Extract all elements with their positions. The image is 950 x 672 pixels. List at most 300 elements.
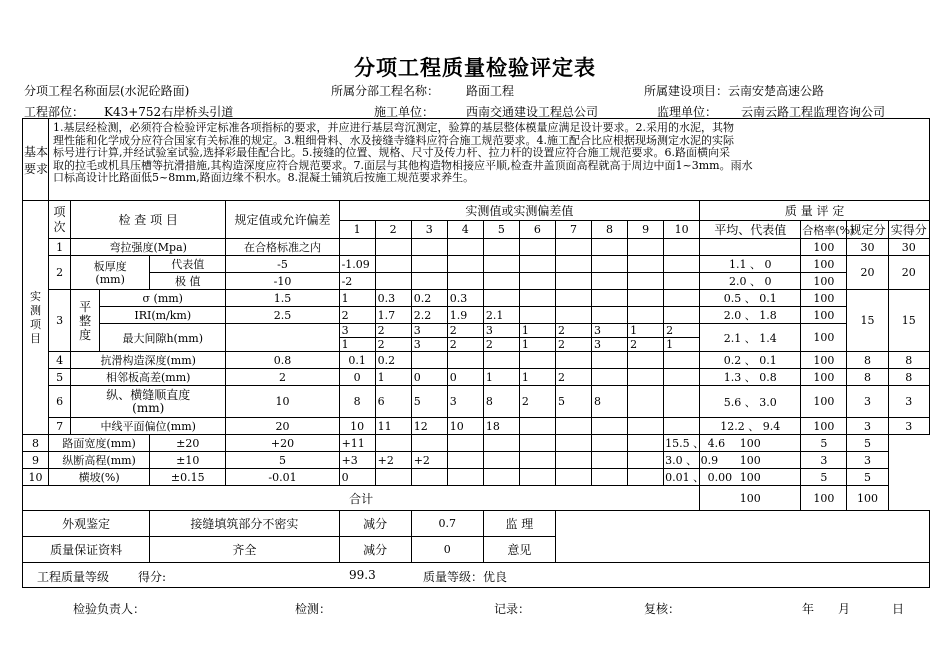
quality-header: 质 量 评 定 (700, 201, 930, 221)
avg-cell: 15.5 、 4.6 (664, 435, 700, 452)
table-row (23, 418, 930, 435)
value-cell: 1 (519, 369, 555, 386)
col-num: 7 (555, 221, 591, 239)
row-name: 横坡(%) (49, 469, 150, 486)
value-cell: 8 (592, 386, 628, 418)
division-value: 路面工程 (466, 84, 515, 98)
row-no: 10 (23, 469, 49, 486)
value-cell: 0.3 (447, 290, 483, 307)
value-cell: 3 (483, 324, 519, 338)
row-name: 路面宽度(mm) (49, 435, 150, 452)
actual-cell: 5 (847, 469, 888, 486)
value-cell: 18 (483, 418, 519, 435)
value-cell: -0.01 (226, 469, 339, 486)
value-cell: 1 (664, 338, 700, 352)
value-cell: 5 (226, 452, 339, 469)
value-cell: 10 (447, 418, 483, 435)
value-cell: 8 (339, 386, 375, 418)
value-cell (628, 435, 664, 452)
col-num: 1 (339, 221, 375, 239)
value-cell: 1 (339, 338, 375, 352)
value-cell (555, 290, 591, 307)
item-name: 分项工程名称面层(水泥砼路面) (24, 84, 190, 98)
value-cell: 0.1 (339, 352, 375, 369)
supervisor-value: 云南云路工程监理咨询公司 (741, 105, 886, 119)
value-cell (483, 452, 519, 469)
row-spec: 在合格标准之内 (226, 239, 339, 256)
value-cell (483, 256, 519, 273)
avg-cell: 3.0 、 0.9 (664, 452, 700, 469)
row-name: 相邻板高差(mm) (71, 369, 226, 386)
score-cell: 3 (847, 386, 888, 418)
value-cell (628, 256, 664, 273)
value-cell: 0 (411, 369, 447, 386)
page-title: 分项工程质量检验评定表 (354, 56, 596, 80)
value-cell (519, 307, 555, 324)
value-cell: 0 (339, 369, 375, 386)
value-cell (519, 239, 555, 256)
value-cell: 2 (519, 386, 555, 418)
col-num: 3 (411, 221, 447, 239)
row-name: 弯拉强度(Mpa) (71, 239, 226, 256)
value-cell (628, 307, 664, 324)
score-value: 99.3 (349, 568, 376, 582)
date-day: 日 (892, 602, 905, 616)
table-row (23, 324, 930, 338)
value-cell: 2.2 (411, 307, 447, 324)
row-name: 纵断高程(mm) (49, 452, 150, 469)
value-cell (664, 386, 700, 418)
actual-cell: 15 (888, 290, 929, 352)
value-cell (555, 273, 591, 290)
col-num: 10 (664, 221, 700, 239)
avg-cell: 2.1 、 1.4 (700, 324, 801, 352)
value-cell (592, 469, 628, 486)
value-cell (483, 352, 519, 369)
value-cell: 3 (447, 386, 483, 418)
value-cell (447, 352, 483, 369)
value-cell: -2 (339, 273, 375, 290)
total-actual: 100 (847, 486, 888, 511)
value-cell (628, 239, 664, 256)
value-cell (375, 239, 411, 256)
value-cell: +3 (339, 452, 375, 469)
rate-cell: 100 (801, 352, 847, 369)
value-cell (375, 469, 411, 486)
table-row (23, 273, 930, 290)
sub-name: IRI(m/km) (100, 307, 226, 324)
table-row (23, 256, 930, 273)
value-cell (664, 307, 700, 324)
value-cell (447, 469, 483, 486)
value-cell (592, 435, 628, 452)
value-cell: 3 (411, 324, 447, 338)
rate-cell: 100 (700, 452, 801, 469)
quality-docs-deduct: 0 (411, 537, 483, 563)
value-cell (664, 290, 700, 307)
value-cell (519, 256, 555, 273)
actual-cell: 5 (847, 435, 888, 452)
col-num: 8 (592, 221, 628, 239)
value-cell (664, 369, 700, 386)
value-cell: 0 (339, 469, 375, 486)
value-cell (411, 273, 447, 290)
avg-cell: 1.3 、 0.8 (700, 369, 801, 386)
value-cell (411, 435, 447, 452)
value-cell (628, 418, 664, 435)
value-cell: 10 (339, 418, 375, 435)
value-cell (664, 418, 700, 435)
appearance-desc: 接缝填筑部分不密实 (150, 511, 339, 537)
value-cell: 2 (555, 369, 591, 386)
appearance-deduct-label: 减分 (339, 511, 411, 537)
rate-cell: 100 (801, 307, 847, 324)
value-cell (628, 352, 664, 369)
value-cell (592, 239, 628, 256)
actual-cell: 20 (888, 256, 929, 290)
value-cell: 2 (483, 338, 519, 352)
value-cell: 2 (555, 338, 591, 352)
appearance-deduct: 0.7 (411, 511, 483, 537)
value-cell: 1 (519, 338, 555, 352)
value-cell (628, 452, 664, 469)
table-row (23, 369, 930, 386)
value-cell (592, 452, 628, 469)
score-cell: 5 (801, 435, 847, 452)
row-no: 7 (49, 418, 71, 435)
score-cell: 8 (847, 352, 888, 369)
actual-cell: 8 (888, 369, 929, 386)
sub-name: 代表值 (150, 256, 226, 273)
value-cell (375, 256, 411, 273)
date-year: 年 (802, 602, 815, 616)
score-cell: 3 (801, 452, 847, 469)
value-cell (592, 290, 628, 307)
value-cell (664, 256, 700, 273)
total-score: 100 (801, 486, 847, 511)
value-cell (375, 273, 411, 290)
total-rate: 100 (700, 486, 801, 511)
value-cell: 2 (375, 324, 411, 338)
row-spec: 2.5 (226, 307, 339, 324)
project-label: 所属建设项目：云南安楚高速公路 (644, 84, 825, 98)
value-cell: 2 (664, 324, 700, 338)
value-cell (555, 352, 591, 369)
value-cell: 1.7 (375, 307, 411, 324)
supervisor-label: 监理单位： (657, 105, 718, 119)
rate-cell: 100 (801, 256, 847, 273)
value-cell: 0.2 (411, 290, 447, 307)
table-row (23, 435, 930, 452)
tester-signature: 检测： (295, 602, 332, 616)
value-cell (447, 256, 483, 273)
reviewer-signature: 复核： (644, 602, 681, 616)
value-cell (555, 418, 591, 435)
value-cell: 3 (592, 324, 628, 338)
value-cell: 1 (483, 369, 519, 386)
appearance-label: 外观鉴定 (23, 511, 150, 537)
value-cell (592, 369, 628, 386)
value-cell (519, 290, 555, 307)
header-row (23, 201, 930, 221)
actual-cell: 30 (888, 239, 929, 256)
avg-cell: 0.2 、 0.1 (700, 352, 801, 369)
evaluation-table (22, 118, 930, 588)
row-name: 板厚度 (mm) (71, 256, 150, 290)
table-row (23, 469, 930, 486)
row-spec: 1.5 (226, 290, 339, 307)
value-cell: 2 (447, 324, 483, 338)
score-cell: 8 (847, 369, 888, 386)
quality-grade: 质量等级：优良 (423, 570, 508, 584)
actual-header: 实得分 (888, 221, 929, 239)
row-spec: 2 (226, 369, 339, 386)
row-spec: ±0.15 (150, 469, 226, 486)
value-cell: +2 (375, 452, 411, 469)
value-cell (592, 256, 628, 273)
sub-name: 极 值 (150, 273, 226, 290)
quality-docs-deduct-label: 减分 (339, 537, 411, 563)
contractor-label: 施工单位： (374, 105, 435, 119)
supervisor-opinion-label: 监 理 (483, 511, 555, 537)
item-no-header: 项 次 (49, 201, 71, 239)
rate-cell: 100 (801, 386, 847, 418)
rate-cell: 100 (801, 324, 847, 352)
score-header: 规定分 (847, 221, 888, 239)
spec-header: 规定值或允许偏差 (226, 201, 339, 239)
row-no: 3 (49, 290, 71, 352)
table-row (23, 352, 930, 369)
value-cell: 2 (375, 338, 411, 352)
supervisor-opinion-area (555, 511, 929, 563)
actual-cell: 3 (888, 386, 929, 418)
value-cell (375, 435, 411, 452)
score-cell: 20 (847, 256, 888, 290)
sub-name: σ (mm) (100, 290, 226, 307)
flatness-group-label: 平 整 度 (71, 290, 100, 352)
row-spec: -5 (226, 256, 339, 273)
value-cell (483, 469, 519, 486)
date-month: 月 (838, 602, 851, 616)
value-cell (483, 239, 519, 256)
actual-cell: 3 (888, 418, 929, 435)
row-no: 8 (23, 435, 49, 452)
rate-cell: 100 (801, 290, 847, 307)
row-no: 4 (49, 352, 71, 369)
value-cell: 2.1 (483, 307, 519, 324)
value-cell: 0 (447, 369, 483, 386)
pass-rate-header: 合格率(%) (801, 221, 847, 239)
value-cell: 1 (339, 290, 375, 307)
row-spec: -10 (226, 273, 339, 290)
value-cell (519, 273, 555, 290)
value-cell: 6 (375, 386, 411, 418)
value-cell: +20 (226, 435, 339, 452)
row-spec: ±20 (150, 435, 226, 452)
value-cell: 3 (592, 338, 628, 352)
check-item-header: 检 查 项 目 (71, 201, 226, 239)
sub-name: 最大间隙h(mm) (100, 324, 226, 352)
value-cell (411, 239, 447, 256)
table-row (23, 239, 930, 256)
avg-cell: 0.01 、 0.00 (664, 469, 700, 486)
basic-requirements-text: 1.基层经检测，必须符合检验评定标准各项指标的要求，并应进行基层弯沉测定，验算的基层整体模量应满足设计要求。2.采用的水泥，其物 理性能和化学成分应符合国家有关标准的规定。3.粗细骨料、水及接缝寺缝料应符合施工规范要求。4.施工配合比应根据现场测定水泥的实际 标号进行计算,并经试验室试验,选择彩最佳配合比。5.接缝的位置、规格、尺寸及传力杆、拉力杆的设置应符合施工规范要求。6.路面横向采 取的拉毛或机具压槽等抗滑措施,其构造深度应符合规范要求。7.面层与其他构造物相接应平顺,检查井盖顶面高程就高于周边中面1~3mm。雨水 口标高设计比路面低5~8mm,路面边缘不积水。8.混凝土铺筑后按施工规范要求养生。 (49, 119, 930, 201)
row-spec: 20 (226, 418, 339, 435)
row-no: 5 (49, 369, 71, 386)
value-cell (664, 239, 700, 256)
rate-cell: 100 (801, 369, 847, 386)
row-spec (226, 324, 339, 352)
avg-cell: 2.0 、 0 (700, 273, 801, 290)
table-row (23, 452, 930, 469)
table-row (23, 307, 930, 324)
contractor-value: 西南交通建设工程总公司 (466, 105, 599, 119)
basic-requirements-label: 基本 要求 (23, 119, 49, 201)
grade-cell (23, 563, 930, 588)
row-spec: 0.8 (226, 352, 339, 369)
value-cell: 3 (339, 324, 375, 338)
value-cell: 3 (411, 338, 447, 352)
value-cell (592, 273, 628, 290)
row-no: 2 (49, 256, 71, 290)
grade-label: 工程质量等级 (37, 570, 110, 584)
avg-cell: 2.0 、 1.8 (700, 307, 801, 324)
row-name: 抗滑构造深度(mm) (71, 352, 226, 369)
value-cell (411, 352, 447, 369)
location-value: K43+752右岸桥头引道 (104, 105, 234, 119)
location-label: 工程部位： (24, 105, 85, 119)
inspector-signature: 检验负责人： (73, 602, 146, 616)
opinion-label: 意见 (483, 537, 555, 563)
avg-cell: 5.6 、 3.0 (700, 386, 801, 418)
value-cell: 8 (483, 386, 519, 418)
row-name: 中线平面偏位(mm) (71, 418, 226, 435)
value-cell (339, 239, 375, 256)
measured-items-side-label: 实 测 项 目 (23, 201, 49, 435)
avg-cell (700, 239, 801, 256)
actual-cell: 8 (888, 352, 929, 369)
value-cell (519, 352, 555, 369)
grade-row (23, 563, 930, 588)
row-no: 6 (49, 386, 71, 418)
row-name: 纵、横缝顺直度 (mm) (71, 386, 226, 418)
value-cell (447, 239, 483, 256)
value-cell (519, 435, 555, 452)
value-cell (555, 435, 591, 452)
score-cell: 5 (801, 469, 847, 486)
recorder-signature: 记录： (494, 602, 531, 616)
value-cell (519, 418, 555, 435)
value-cell: 12 (411, 418, 447, 435)
value-cell (628, 273, 664, 290)
col-num: 9 (628, 221, 664, 239)
col-num: 5 (483, 221, 519, 239)
value-cell: 5 (555, 386, 591, 418)
quality-docs-desc: 齐全 (150, 537, 339, 563)
avg-cell: 12.2 、 9.4 (700, 418, 801, 435)
value-cell (592, 352, 628, 369)
col-num: 6 (519, 221, 555, 239)
total-label: 合计 (23, 486, 700, 511)
value-cell: 5 (411, 386, 447, 418)
rate-cell: 100 (801, 273, 847, 290)
value-cell (483, 435, 519, 452)
value-cell (592, 307, 628, 324)
rate-cell: 100 (801, 418, 847, 435)
value-cell: 1 (375, 369, 411, 386)
value-cell (411, 256, 447, 273)
row-no: 1 (49, 239, 71, 256)
table-row (23, 290, 930, 307)
col-num: 4 (447, 221, 483, 239)
measured-header: 实测值或实测偏差值 (339, 201, 700, 221)
score-cell: 3 (847, 418, 888, 435)
value-cell: 2 (447, 338, 483, 352)
division-label: 所属分部工程名称： (331, 84, 440, 98)
appearance-row (23, 511, 930, 537)
avg-cell: 1.1 、 0 (700, 256, 801, 273)
value-cell: 2 (628, 338, 664, 352)
rate-cell: 100 (700, 435, 801, 452)
value-cell (664, 273, 700, 290)
actual-cell: 3 (847, 452, 888, 469)
value-cell: +11 (339, 435, 375, 452)
avg-header: 平均、代表值 (700, 221, 801, 239)
value-cell: -1.09 (339, 256, 375, 273)
value-cell (555, 256, 591, 273)
row-no: 9 (23, 452, 49, 469)
value-cell (628, 469, 664, 486)
value-cell (664, 352, 700, 369)
value-cell: 1.9 (447, 307, 483, 324)
score-label: 得分: (138, 570, 167, 584)
value-cell (519, 469, 555, 486)
value-cell: 2 (555, 324, 591, 338)
value-cell (483, 273, 519, 290)
total-row (23, 486, 930, 511)
value-cell (447, 273, 483, 290)
value-cell (447, 452, 483, 469)
value-cell (555, 452, 591, 469)
value-cell (628, 369, 664, 386)
value-cell (555, 307, 591, 324)
rate-cell: 100 (700, 469, 801, 486)
basic-requirements-row (23, 119, 930, 201)
value-cell (555, 469, 591, 486)
score-cell: 30 (847, 239, 888, 256)
value-cell: 0.3 (375, 290, 411, 307)
value-cell: +2 (411, 452, 447, 469)
value-cell (447, 435, 483, 452)
value-cell: 11 (375, 418, 411, 435)
row-spec: 10 (226, 386, 339, 418)
value-cell (592, 418, 628, 435)
value-cell (555, 239, 591, 256)
value-cell (628, 290, 664, 307)
value-cell (519, 452, 555, 469)
value-cell: 1 (519, 324, 555, 338)
value-cell (411, 469, 447, 486)
table-row (23, 386, 930, 418)
avg-cell: 0.5 、 0.1 (700, 290, 801, 307)
quality-docs-label: 质量保证资料 (23, 537, 150, 563)
score-cell: 15 (847, 290, 888, 352)
value-cell: 1 (628, 324, 664, 338)
row-spec: ±10 (150, 452, 226, 469)
value-cell (483, 290, 519, 307)
rate-cell: 100 (801, 239, 847, 256)
value-cell: 0.2 (375, 352, 411, 369)
